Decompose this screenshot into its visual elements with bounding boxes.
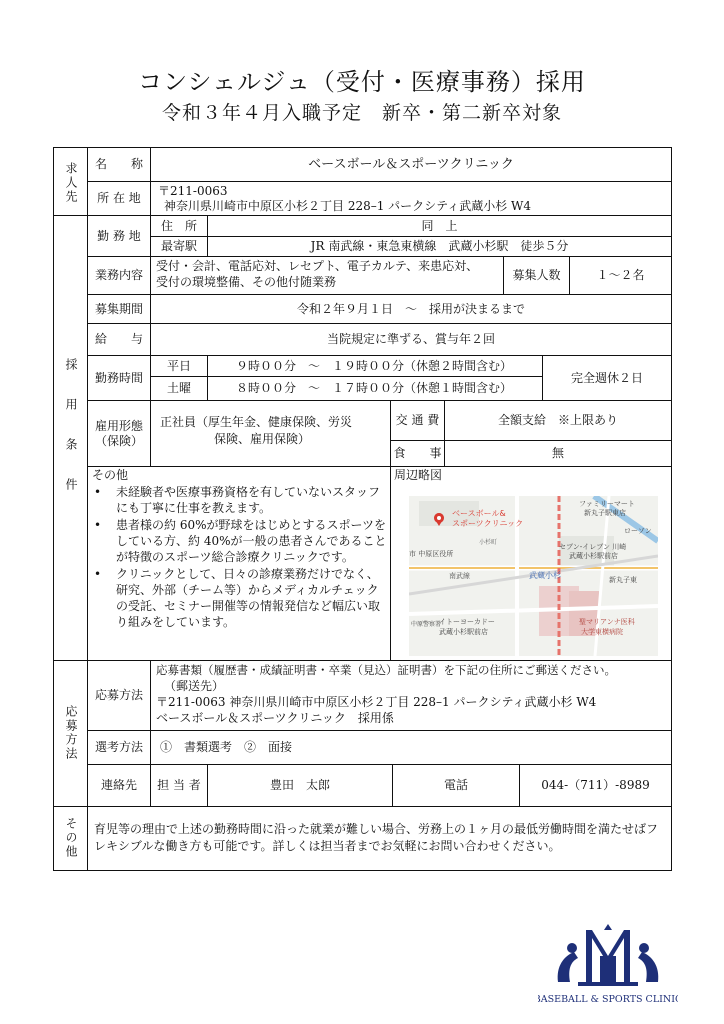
period-label: 募集期間 [94, 301, 143, 316]
map-label: ファミリーマート [579, 500, 635, 508]
method-line-4: ベースボール＆スポーツクリニック 採用係 [156, 711, 394, 725]
map-label: 中原警察署 [411, 621, 442, 628]
meal-value: 無 [551, 446, 564, 460]
employment-value-2: 保険、雇用保険） [214, 432, 311, 446]
salary-value: 当院規定に準ずる、賞与年２回 [326, 332, 495, 346]
saturday-label: 土曜 [166, 381, 191, 395]
map-label: 武蔵小杉 [529, 571, 561, 580]
jusho-value: 同 上 [421, 218, 458, 233]
duties-label: 業務内容 [94, 268, 143, 282]
map-label: 新丸子駅東店 [584, 509, 626, 517]
method-line-3: 〒211-0063 神奈川県川崎市中原区小杉２丁目 228–1 パークシティ武蔵小杉 W4 [156, 695, 597, 709]
address-value: 神奈川県川崎市中原区小杉２丁目 228–1 パークシティ武蔵小杉 W4 [164, 199, 531, 213]
section-boshu: 採用条件 [64, 358, 78, 518]
weekday-label: 平日 [166, 358, 191, 373]
map-label: ローソン [624, 527, 652, 535]
employment-label [88, 401, 150, 466]
employment-label-1: 雇用形態 [94, 418, 143, 433]
period-value: 令和２年９月１日 ～ 採用が決まるまで [296, 301, 525, 316]
list-item: • 患者様の約 60%が野球をはじめとするスポーツをしている方、約 40%が一般の患者さんであることが特徴のスポーツ総合診療クリニックです。 [88, 517, 388, 565]
other-list [88, 484, 388, 659]
employment-label-2: （保険） [94, 433, 143, 448]
jusho-label: 住 所 [160, 218, 197, 233]
person-value: 豊田 太郎 [269, 778, 330, 792]
map-pin-label-2: スポーツクリニック [452, 519, 524, 528]
phone-label: 電話 [443, 778, 468, 792]
other-note: 育児等の理由で上述の勤務時間に沿った就業が難しい場合、労務上の１ヶ月の最低労働時間を満たせばフレキシブルな働き方も可能です。詳しくは担当者までお気軽にお問い合わせください。 [94, 822, 659, 853]
page-title: コンシェルジュ（受付・医療事務）採用 [138, 68, 586, 96]
map-pin-label-1: ベースボール& [452, 509, 506, 518]
person-label: 担 当 者 [157, 778, 201, 792]
address-label: 所 在 地 [97, 191, 141, 205]
duties-line-1: 受付・会計、電話応対、レセプト、電子カルテ、来患応対、 [156, 259, 479, 273]
section-sonota: その他 [64, 817, 78, 859]
workplace-label: 勤 務 地 [97, 228, 141, 243]
meal-label: 食 事 [393, 446, 442, 460]
method-label: 応募方法 [94, 688, 143, 702]
holiday-value: 完全週休２日 [570, 370, 643, 385]
map-label: イトーヨーカドー [439, 618, 495, 626]
map-label: 周辺略図 [394, 468, 443, 482]
page-subtitle: 令和３年４月入職予定 新卒・第二新卒対象 [161, 102, 562, 124]
selection-label: 選考方法 [94, 740, 143, 754]
station-value: JR 南武線・東急東横線 武蔵小杉駅 徒歩５分 [310, 239, 569, 253]
map-label: 新丸子東 [609, 576, 637, 584]
salary-label: 給 与 [94, 332, 143, 346]
logo-emblem [538, 922, 678, 1012]
section-kyujin: 求人先 [64, 161, 78, 204]
contact-label: 連絡先 [100, 778, 137, 792]
map-graphic [409, 496, 658, 656]
phone-value: 044-（711）-8989 [541, 778, 650, 792]
hours-label: 勤務時間 [94, 370, 143, 385]
employment-value-1: 正社員（厚生年金、健康保険、労災 [160, 415, 353, 429]
map-label: 武蔵小杉駅前店 [439, 628, 488, 636]
openings-value: １～２名 [596, 268, 645, 282]
transport-label: 交 通 費 [395, 413, 440, 427]
list-item: • 未経験者や医療事務資格を有していないスタッフにも丁寧に仕事を教えます。 [88, 484, 388, 516]
section-oubo: 応募方法 [64, 705, 78, 761]
station-label: 最寄駅 [160, 239, 197, 253]
logo-text: BASEBALL & SPORTS CLINIC [538, 994, 678, 1005]
map-label: 市 中原区役所 [409, 550, 454, 558]
openings-label: 募集人数 [512, 268, 561, 282]
map-label: 大学東横病院 [581, 628, 623, 636]
map-label: 聖マリアンナ医科 [579, 618, 635, 626]
clinic-logo [538, 922, 678, 1012]
map-label: セブン-イレブン 川崎 [559, 543, 627, 551]
clinic-name: ベースボール＆スポーツクリニック [308, 157, 514, 172]
method-line-2: （郵送先） [164, 679, 225, 693]
weekday-hours: ９時００分 ～ １９時００分（休憩２時間含む） [236, 358, 513, 373]
other-label: その他 [92, 468, 129, 482]
transport-value: 全額支給 ※上限あり [497, 413, 618, 427]
method-line-1: 応募書類（履歴書・成績証明書・卒業（見込）証明書）を下記の住所にご郵送ください。 [156, 663, 616, 677]
zip-code: 〒211-0063 [158, 184, 228, 198]
saturday-hours: ８時００分 ～ １７時００分（休憩１時間含む） [236, 381, 513, 395]
recruitment-table [53, 147, 672, 871]
map-label: 南武線 [449, 572, 470, 580]
map-label: 武蔵小杉駅前店 [569, 552, 618, 560]
map-label: 小杉町 [479, 539, 498, 546]
name-label: 名 称 [94, 157, 143, 171]
selection-value: ① 書類選考 ② 面接 [160, 740, 293, 754]
list-item: • クリニックとして、日々の診療業務だけでなく、研究、外部（チーム等）からメディカルチェックの受託、セミナー開催等の情報発信など幅広い取り組みをしています。 [88, 566, 388, 630]
duties-line-2: 受付の環境整備、その他付随業務 [156, 275, 337, 289]
area-map[interactable] [409, 496, 658, 656]
